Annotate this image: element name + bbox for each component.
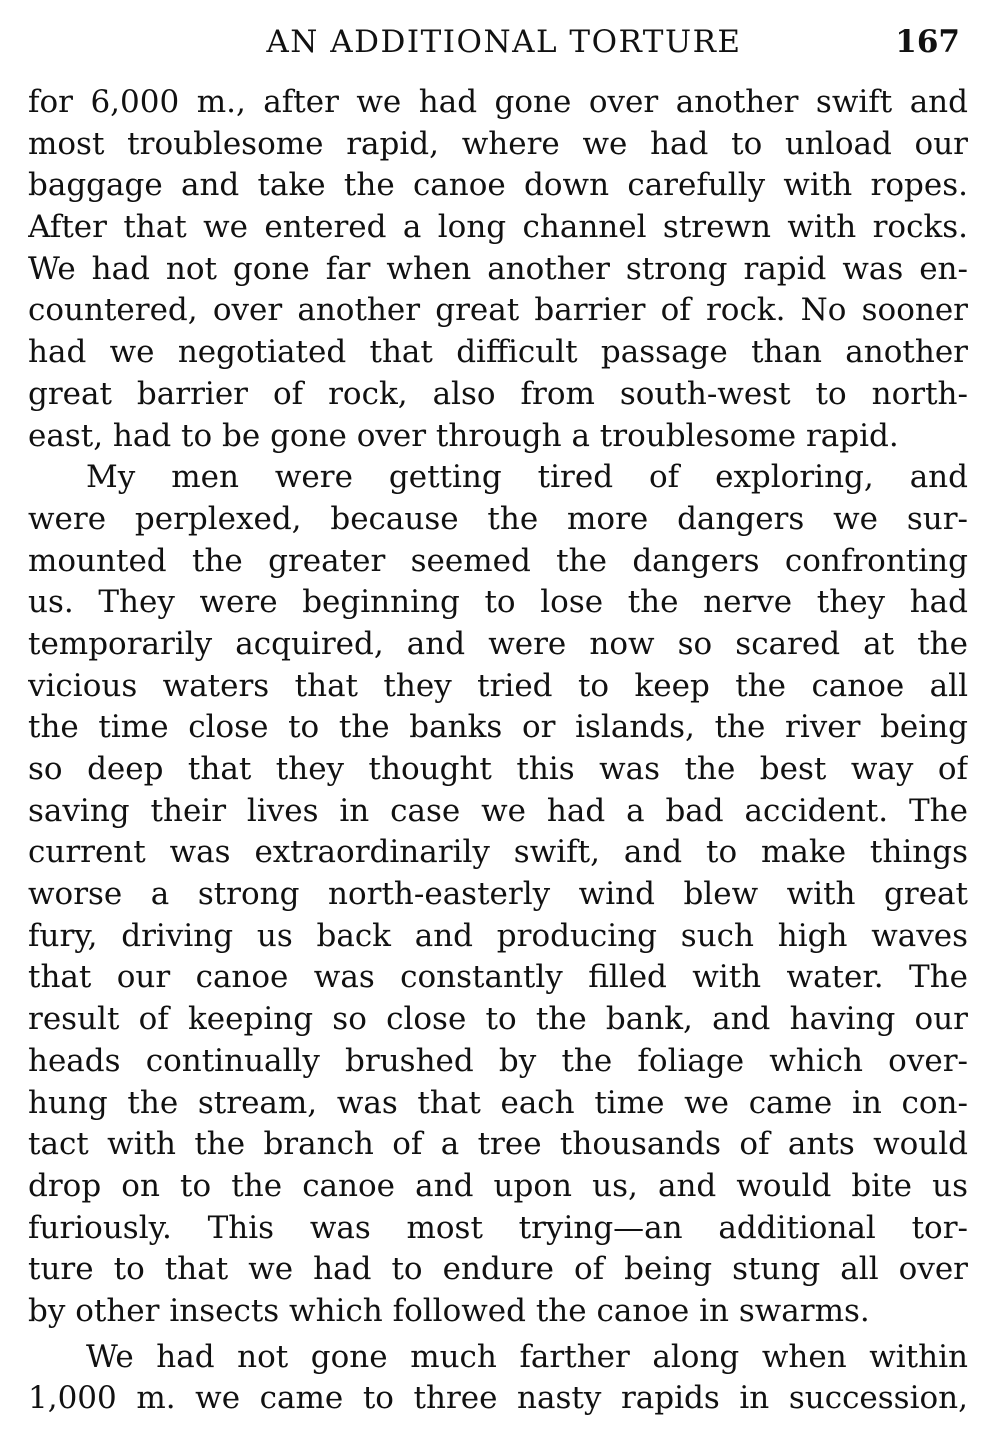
text-line: so deep that they thought this was the best way of [28, 751, 968, 787]
page-number: 167 [895, 24, 960, 60]
text-line: mounted the greater seemed the dangers confronting [28, 542, 968, 579]
text-line: My men were getting tired of exploring, and [86, 459, 968, 496]
text-line: furiously. This was most trying—an additional tor- [28, 1209, 968, 1246]
text-line: saving their lives in case we had a bad accident. The [28, 792, 968, 829]
text-line: by other insects which followed the canoe in swarms. [28, 1292, 870, 1329]
text-line: fury, driving us back and producing such high waves [28, 917, 968, 954]
text-line: baggage and take the canoe down carefully with ropes. [28, 167, 968, 204]
text-line: ture to that we had to endure of being stung all over [28, 1251, 968, 1288]
text-line: worse a strong north-easterly wind blew with great [28, 876, 968, 913]
text-line: temporarily acquired, and were now so scared at the [28, 625, 968, 662]
paragraph [28, 457, 968, 1332]
text-line: had we negotiated that difficult passage than another [28, 334, 968, 371]
running-head [30, 20, 968, 64]
text-line: 1,000 m. we came to three nasty rapids in succession, [28, 1380, 968, 1417]
text-line: tact with the branch of a tree thousands of ants would [28, 1126, 968, 1163]
text-line: current was extraordinarily swift, and to make things [28, 834, 968, 871]
text-line: east, had to be gone over through a troublesome rapid. [28, 417, 899, 454]
text-line: vicious waters that they tried to keep the canoe all [28, 667, 968, 704]
paragraph [28, 1337, 968, 1420]
text-line: countered, over another great barrier of rock. No sooner [28, 292, 968, 329]
body-text [28, 82, 968, 1420]
text-line: We had not gone far when another strong rapid was en- [28, 250, 968, 287]
text-line: heads continually brushed by the foliage which over- [28, 1042, 968, 1079]
text-line: hung the stream, was that each time we came in con- [28, 1084, 968, 1121]
text-line: that our canoe was constantly filled with water. The [28, 959, 968, 996]
text-line: We had not gone much farther along when within [86, 1338, 968, 1375]
text-line: result of keeping so close to the bank, and having our [28, 1001, 968, 1038]
text-line: drop on to the canoe and upon us, and would bite us [28, 1167, 968, 1204]
text-line: great barrier of rock, also from south-west to north- [28, 375, 968, 412]
text-line: for 6,000 m., after we had gone over another swift and [28, 84, 968, 120]
text-line: were perplexed, because the more dangers we sur- [28, 500, 968, 537]
text-line: most troublesome rapid, where we had to unload our [28, 125, 968, 162]
paragraph [28, 82, 968, 457]
text-line: After that we entered a long channel strewn with rocks. [28, 209, 968, 246]
text-line: us. They were beginning to lose the nerve they had [28, 584, 968, 621]
running-head-title: AN ADDITIONAL TORTURE [266, 24, 742, 60]
text-line: the time close to the banks or islands, the river being [28, 709, 968, 746]
